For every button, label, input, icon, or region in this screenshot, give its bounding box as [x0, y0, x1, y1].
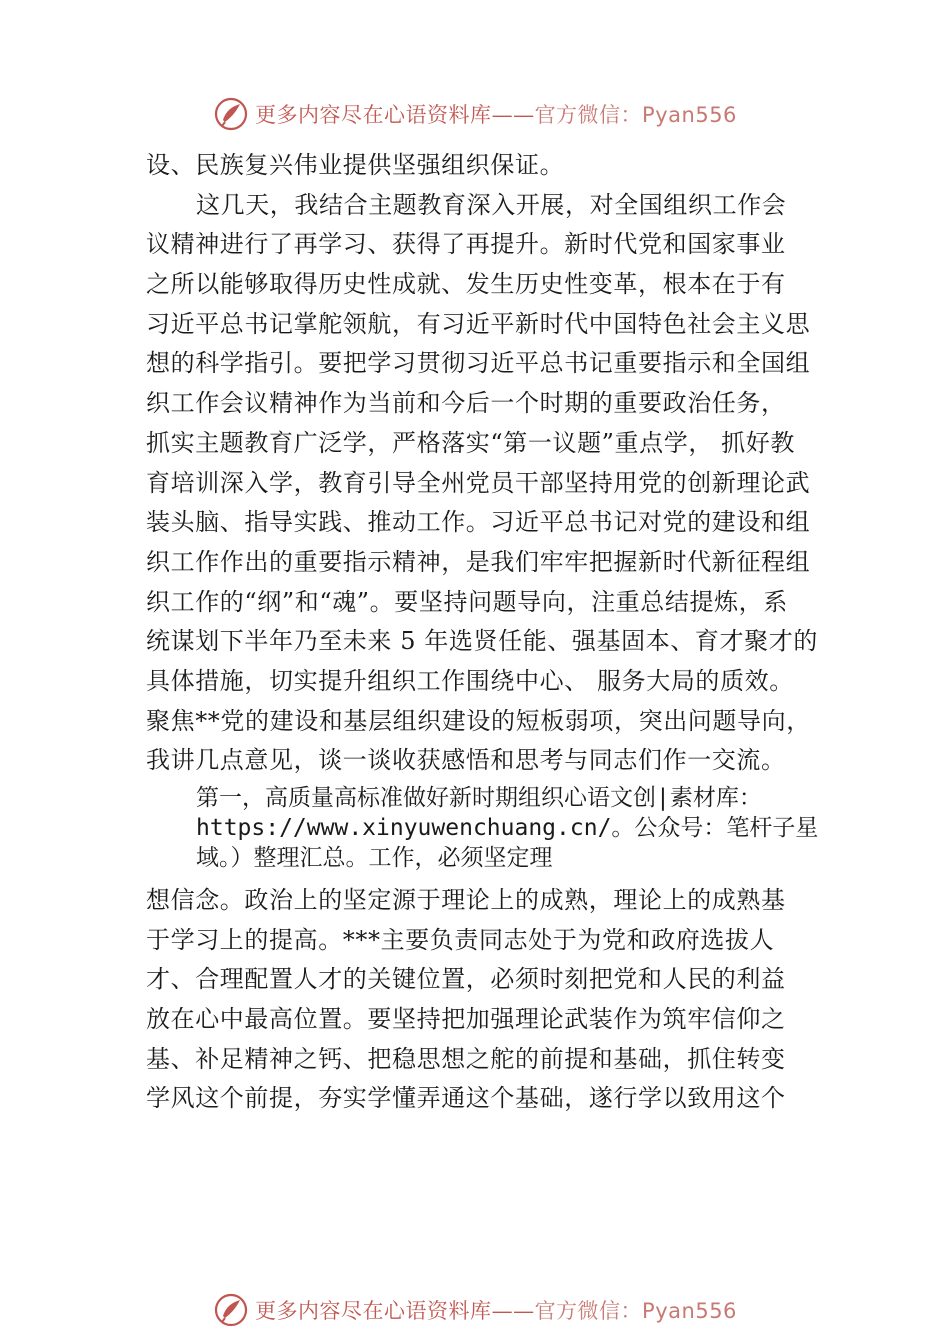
text-line: 统谋划下半年乃至未来 5 年选贤任能、强基固本、育才聚才的	[146, 627, 818, 656]
ad-text-line: 域。）整理汇总。工作，必须坚定理	[196, 845, 553, 871]
watermark-banner-top	[0, 94, 950, 134]
text-line: 具体措施，切实提升组织工作围绕中心、 服务大局的质效。	[146, 666, 794, 695]
text-line: 织工作的“纲”和“魂”。要坚持问题导向，注重总结提炼，系	[146, 587, 788, 616]
ad-text-line: https://www.xinyuwenchuang.cn/。公众号：笔杆子星	[196, 815, 819, 841]
watermark-text: 更多内容尽在心语资料库——官方微信：Pyan556	[255, 103, 737, 127]
text-line: 议精神进行了再学习、获得了再提升。新时代党和国家事业	[146, 230, 786, 259]
watermark-left-text: 更多内容尽在心语资料库	[255, 1299, 492, 1323]
text-line: 装头脑、指导实践、推动工作。习近平总书记对党的建设和组	[146, 508, 811, 537]
text-line: 育培训深入学，教育引导全州党员干部坚持用党的创新理论武	[146, 468, 811, 497]
document-body	[146, 146, 826, 1119]
watermark-right-text: 官方微信：Pyan556	[534, 103, 737, 127]
inserted-ad-text	[146, 783, 826, 873]
watermark-left-text: 更多内容尽在心语资料库	[255, 103, 492, 127]
text-line: 习近平总书记掌舵领航，有习近平新时代中国特色社会主义思	[146, 309, 811, 338]
text-line: 聚焦**党的建设和基层组织建设的短板弱项，突出问题导向，	[146, 706, 811, 735]
text-line: 设、民族复兴伟业提供坚强组织保证。	[146, 151, 565, 179]
text-line: 抓实主题教育广泛学，严格落实“第一议题”重点学， 抓好教	[146, 428, 795, 457]
paragraph-main	[146, 146, 826, 781]
text-line: 放在心中最高位置。要坚持把加强理论武装作为筑牢信仰之	[146, 1005, 786, 1034]
watermark-text: 更多内容尽在心语资料库——官方微信：Pyan556	[255, 1299, 737, 1323]
text-line: 想的科学指引。要把学习贯彻习近平总书记重要指示和全国组	[146, 349, 811, 378]
xinyu-logo-icon	[213, 96, 249, 132]
text-line: 才、合理配置人才的关键位置，必须时刻把党和人民的利益	[146, 965, 786, 994]
text-line: 于学习上的提高。***主要负责同志处于为党和政府选拔人	[146, 925, 775, 954]
watermark-banner-bottom	[0, 1290, 950, 1330]
text-line: 这几天，我结合主题教育深入开展，对全国组织工作会	[196, 190, 787, 219]
paragraph-continuation	[146, 881, 826, 1119]
ad-text-line: 第一，高质量高标准做好新时期组织心语文创|素材库：	[196, 785, 762, 811]
text-line: 织工作作出的重要指示精神，是我们牢牢把握新时代新征程组	[146, 547, 811, 576]
text-line: 想信念。政治上的坚定源于理论上的成熟，理论上的成熟基	[146, 886, 786, 914]
text-line: 我讲几点意见，谈一谈收获感悟和思考与同志们作一交流。	[146, 746, 786, 775]
watermark-right-text: 官方微信：Pyan556	[534, 1299, 737, 1323]
xinyu-logo-icon	[213, 1292, 249, 1328]
text-line: 之所以能够取得历史性成就、发生历史性变革，根本在于有	[146, 270, 786, 299]
text-line: 织工作会议精神作为当前和今后一个时期的重要政治任务，	[146, 389, 786, 418]
text-line: 学风这个前提，夯实学懂弄通这个基础，遂行学以致用这个	[146, 1084, 786, 1113]
text-line: 基、补足精神之钙、把稳思想之舵的前提和基础，抓住转变	[146, 1044, 786, 1073]
